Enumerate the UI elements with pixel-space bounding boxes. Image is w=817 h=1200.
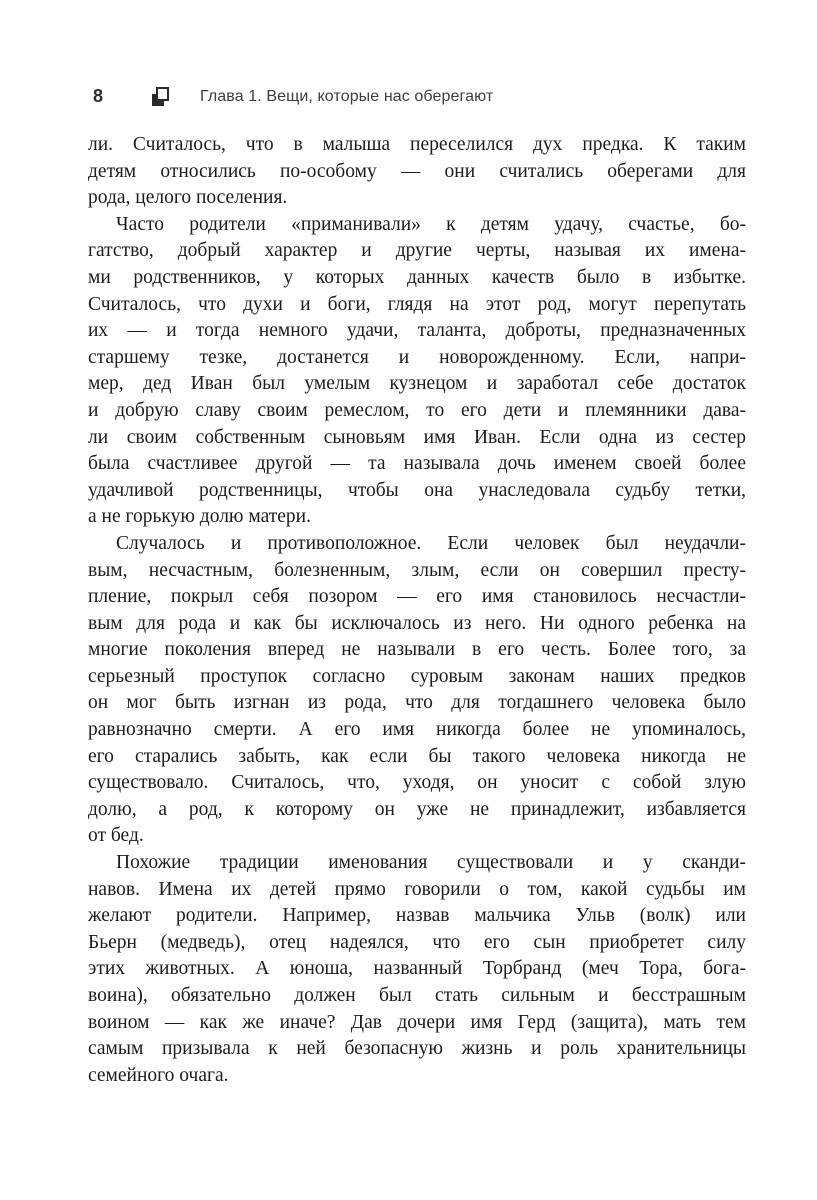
text-line: их — и тогда немного удачи, таланта, доброты, предназначенных [88,320,746,342]
text-line: он мог быть изгнан из рода, что для тогдашнего человека было [88,692,746,714]
text-line: долю, а род, к которому он уже не принадлежит, избавляется [88,798,746,820]
text-line: удачливой родственницы, чтобы она унаследовала судьбу тетки, [88,479,746,501]
chapter-title: Глава 1. Вещи, которые нас оберегают [200,88,494,105]
text-line: его старались забыть, как если бы такого человека никогда не [88,745,746,767]
text-line: вым для рода и как бы исключалось из него. Ни одного ребенка на [88,612,746,634]
text-line: старшему тезке, достанется и новорожденному. Если, напри- [88,346,746,368]
text-line: от бед. [88,825,144,847]
text-line: воина), обязательно должен был стать сильным и бесстрашным [88,985,746,1006]
text-line: самым призывала к ней безопасную жизнь и роль хранительницы [88,1038,746,1060]
text-line: была счастливее другой — та называла дочь именем своей более [88,453,746,475]
text-line: существовало. Считалось, что, уходя, он уносит с собой злую [88,772,746,794]
text-line: пление, покрыл себя позором — его имя становилось несчастли- [88,586,746,608]
text-line: вым, несчастным, болезненным, злым, если он совершил престу- [88,559,746,581]
text-line: Считалось, что духи и боги, глядя на этот род, могут перепутать [88,293,746,315]
text-line: мер, дед Иван был умелым кузнецом и заработал себе достаток [88,373,746,395]
text-line: воином — как же иначе? Дав дочери имя Герд (защита), мать тем [88,1011,746,1033]
text-line: и добрую славу своим ремеслом, то его дети и племянники дава- [88,399,746,421]
page-text [88,132,746,1089]
text-line: детям относились по-особому — они считались оберегами для [88,160,746,182]
text-line: ми родственников, у которых данных качеств было в избытке. [88,266,746,288]
book-page-icon-outline [156,87,169,101]
page-number: 8 [93,86,104,106]
text-line: равнозначно смерти. А его имя никогда более не упоминалось, [88,719,746,741]
text-line: Часто родители «приманивали» к детям удачу, счастье, бо- [116,213,746,235]
text-line: а не горькую долю матери. [88,506,311,528]
text-line: рода, целого поселения. [88,187,288,209]
text-line: ли своим собственным сыновьям имя Иван. Если одна из сестер [88,426,746,448]
text-line: Похожие традиции именования существовали и у сканди- [116,852,746,874]
text-line: Бьерн (медведь), отец надеялся, что его сын приобретет силу [88,931,746,953]
text-line: этих животных. А юноша, названный Торбранд (меч Тора, бога- [88,958,746,980]
text-line: Случалось и противоположное. Если человек был неудачли- [116,532,746,554]
text-line: гатство, добрый характер и другие черты, называя их имена- [88,240,746,262]
book-page-icon [152,87,169,106]
text-line: многие поколения вперед не называли в его честь. Более того, за [88,639,746,661]
text-line: желают родители. Например, назвав мальчика Ульв (волк) или [88,905,746,927]
text-line: семейного очага. [88,1064,229,1086]
text-line: серьезный проступок согласно суровым законам наших предков [88,665,746,687]
running-header [0,84,817,110]
text-line: ли. Считалось, что в малыша переселился дух предка. К таким [88,134,746,155]
text-line: навов. Имена их детей прямо говорили о том, какой судьбы им [88,878,746,900]
